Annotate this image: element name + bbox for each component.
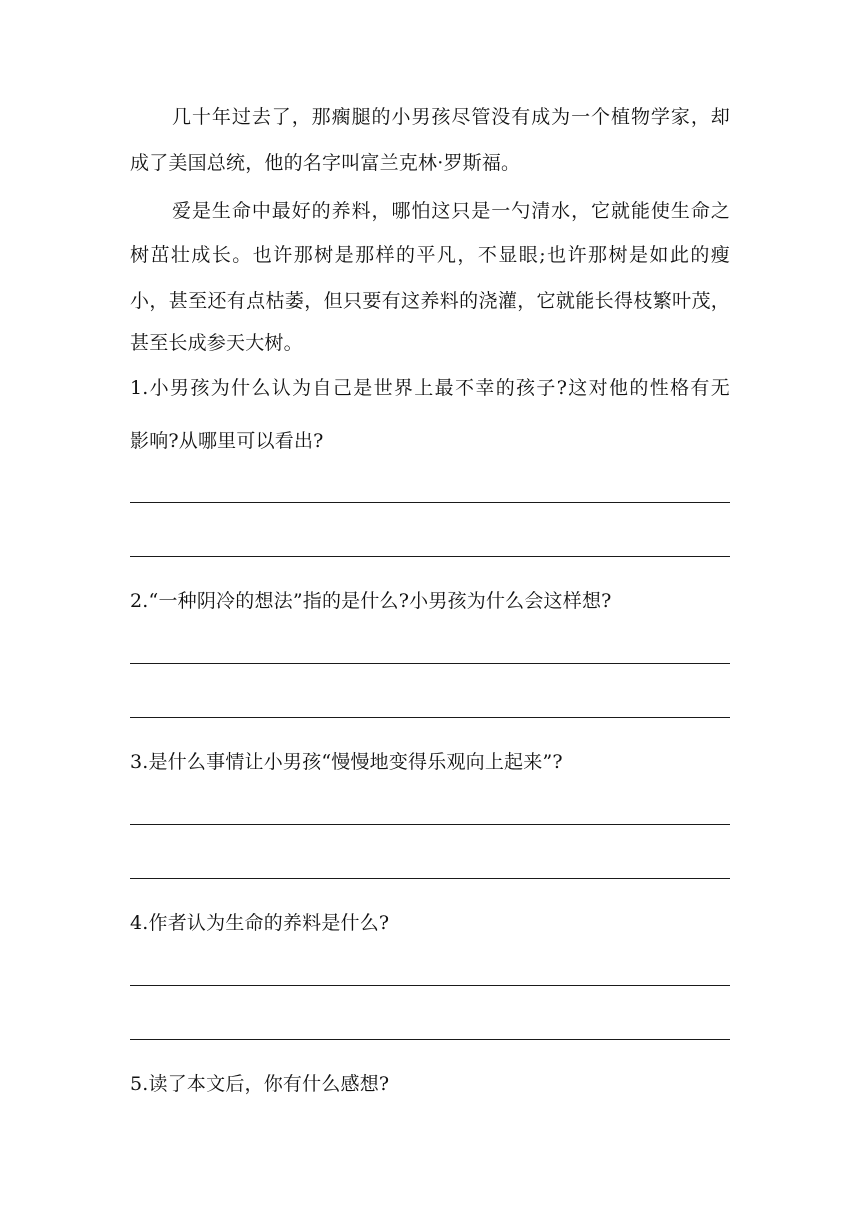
question-2: 2.“一种阴冷的想法”指的是什么?小男孩为什么会这样想? [130,590,612,612]
question-4: 4.作者认为生命的养料是什么? [130,912,390,934]
answer-line[interactable] [130,663,730,664]
passage-p2-line2: 树茁壮成长。也许那树是那样的平凡，不显眼;也许那树是如此的瘦 [130,244,730,266]
answer-line[interactable] [130,1039,730,1040]
answer-line[interactable] [130,824,730,825]
answer-line[interactable] [130,502,730,503]
passage-p2-line1: 爱是生命中最好的养料，哪怕这只是一勺清水，它就能使生命之 [172,200,730,222]
answer-line[interactable] [130,985,730,986]
question-1-line2: 影响?从哪里可以看出? [130,430,324,452]
answer-line[interactable] [130,556,730,557]
passage-p2-line4: 甚至长成参天大树。 [130,332,303,354]
answer-line[interactable] [130,878,730,879]
answer-line[interactable] [130,717,730,718]
question-1-line1: 1.小男孩为什么认为自己是世界上最不幸的孩子?这对他的性格有无 [130,377,730,399]
passage-p1-line1: 几十年过去了，那瘸腿的小男孩尽管没有成为一个植物学家，却 [172,106,730,128]
question-5: 5.读了本文后，你有什么感想? [130,1073,390,1095]
passage-p1-line2: 成了美国总统，他的名字叫富兰克林·罗斯福。 [130,152,521,174]
question-3: 3.是什么事情让小男孩“慢慢地变得乐观向上起来”? [130,751,563,773]
passage-p2-line3: 小，甚至还有点枯萎，但只要有这养料的浇灌，它就能长得枝繁叶茂， [130,290,730,312]
